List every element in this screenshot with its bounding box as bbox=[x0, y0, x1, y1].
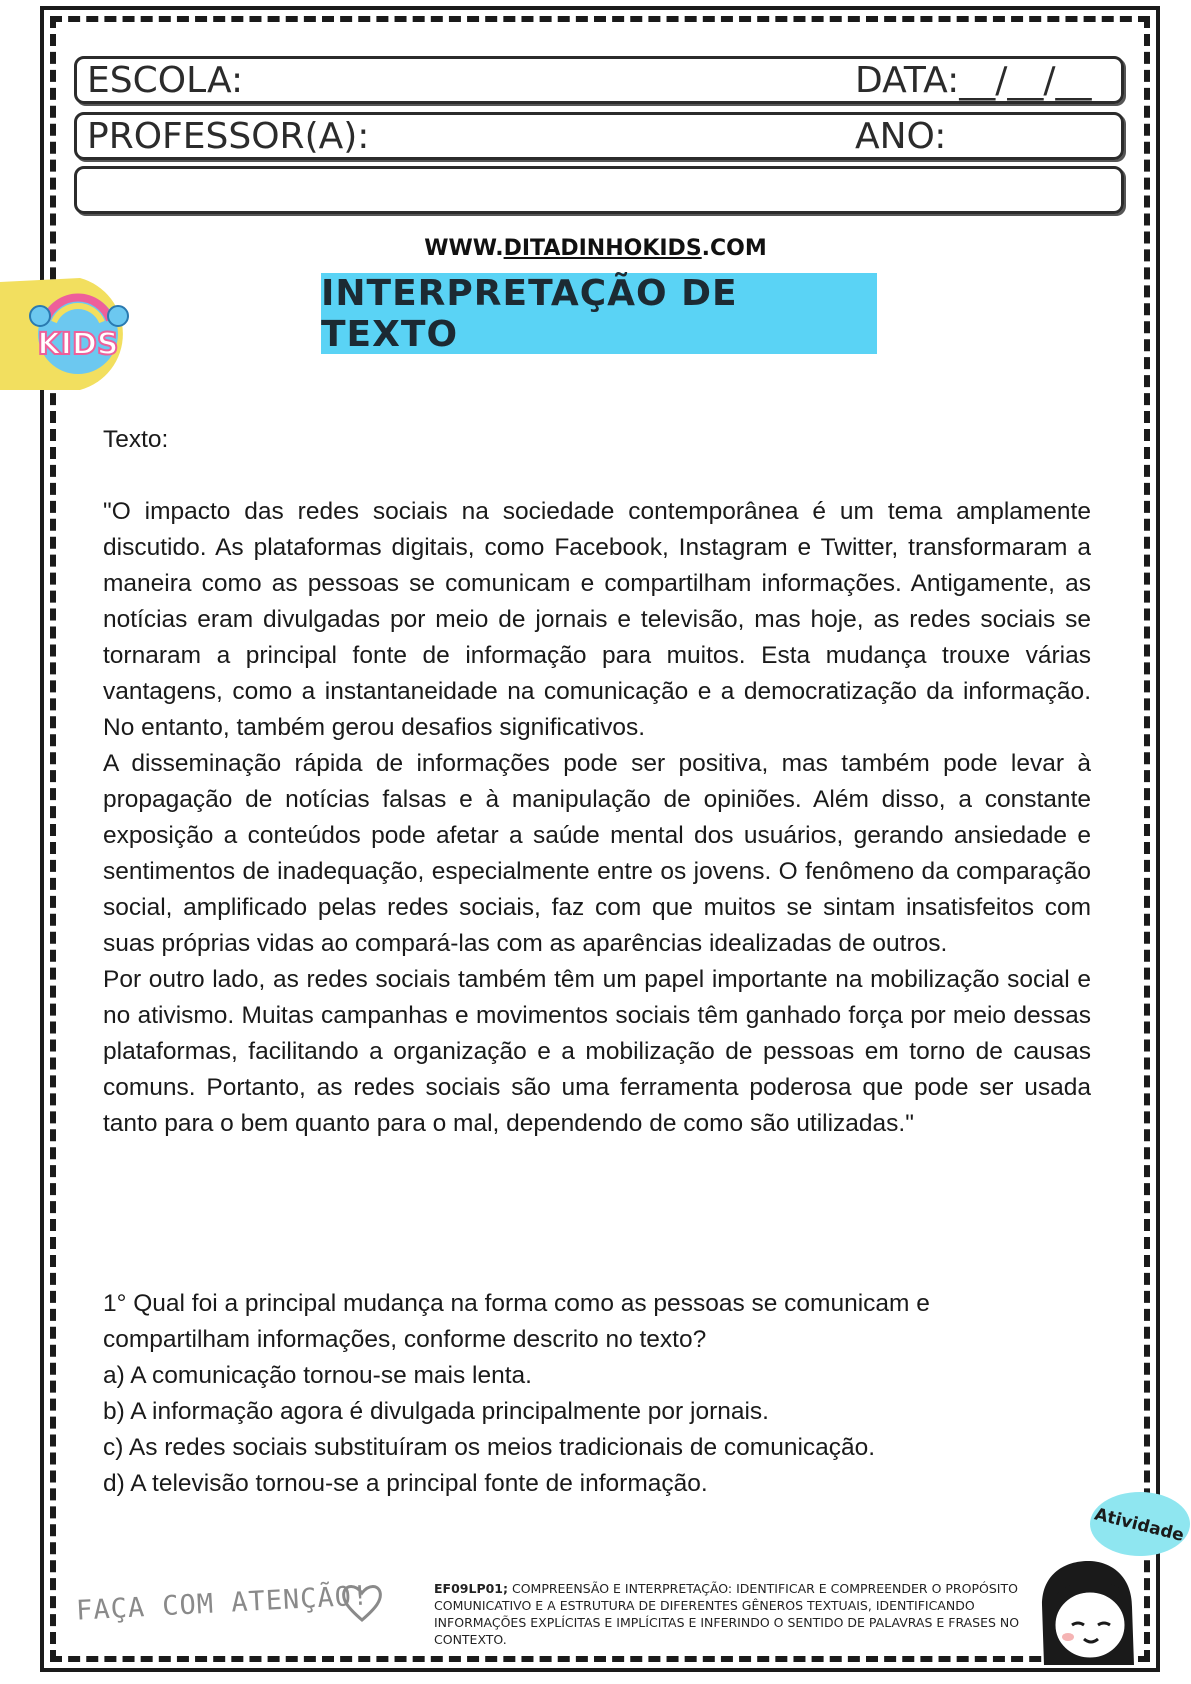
girl-illustration-icon bbox=[1036, 1555, 1136, 1665]
option-b: b) A informação agora é divulgada principalmente por jornais. bbox=[103, 1398, 769, 1425]
atividade-badge bbox=[1086, 1490, 1191, 1560]
kids-logo-text: KIDS bbox=[37, 327, 119, 362]
header-row-blank bbox=[74, 166, 1124, 214]
atividade-badge-text: Atividade bbox=[1092, 1504, 1186, 1546]
header-row-escola bbox=[74, 56, 1124, 104]
option-a: a) A comunicação tornou-se mais lenta. bbox=[103, 1362, 532, 1389]
header-row-professor bbox=[74, 112, 1124, 160]
question-1 bbox=[103, 1286, 1091, 1502]
site-url: WWW.DITADINHOKIDS.COM bbox=[424, 236, 767, 261]
page-title: INTERPRETAÇÃO DE TEXTO bbox=[321, 273, 877, 354]
paragraph-1: "O impacto das redes sociais na sociedade contemporânea é um tema amplamente discutido. As plataformas digitais, como Facebook, Instagram e Twitter, transformaram a maneira como as pessoas se comunicam e compartilham informações. Antigamente, as notícias eram divulgadas por meio de jornais e televisão, mas hoje, as redes sociais se tornaram a principal fonte de informação para muitos. Esta mudança trouxe várias vantagens, como a instantaneidade na comunicação e a democratização da informação. No entanto, também gerou desafios significativos. bbox=[103, 498, 1091, 741]
escola-label: ESCOLA: bbox=[87, 60, 244, 101]
ano-label: ANO: bbox=[855, 116, 947, 157]
question-text-line-1: 1° Qual foi a principal mudança na forma como as pessoas se comunicam e bbox=[103, 1290, 930, 1317]
heart-icon bbox=[340, 1580, 384, 1624]
bncc-skill: EF09LP01; COMPREENSÃO E INTERPRETAÇÃO: IDENTIFICAR E COMPREENDER O PROPÓSITO COMUNICATIVO E A ESTRUTURA DE DIFERENTES GÊNEROS TEXTUAIS, IDENTIFICANDO INFORMAÇÕES EXPLÍCITAS E IMPLÍCITAS E INFERINDO O SENTIDO DE PALAVRAS E FRASES NO CONTEXTO. bbox=[434, 1581, 1020, 1647]
question-text-line-2: compartilham informações, conforme descrito no texto? bbox=[103, 1326, 707, 1353]
kids-logo-icon bbox=[0, 272, 145, 392]
data-label: DATA:__/__/__ bbox=[855, 60, 1092, 101]
paragraph-2: A disseminação rápida de informações pode ser positiva, mas também pode levar à propagação de notícias falsas e à manipulação de opiniões. Além disso, a constante exposição a conteúdos pode afetar a saúde mental dos usuários, gerando ansiedade e sentimentos de inadequação, especialmente entre os jovens. O fenômeno da comparação social, amplificado pelas redes sociais, faz com que muitos se sintam insatisfeitos com suas próprias vidas ao compará-las com as aparências idealizadas de outros. bbox=[103, 750, 1091, 957]
option-c: c) As redes sociais substituíram os meios tradicionais de comunicação. bbox=[103, 1434, 876, 1461]
option-d: d) A televisão tornou-se a principal fonte de informação. bbox=[103, 1470, 708, 1497]
text-label: Texto: bbox=[103, 426, 169, 453]
professor-label: PROFESSOR(A): bbox=[87, 116, 370, 157]
text-body bbox=[103, 494, 1091, 1142]
paragraph-3: Por outro lado, as redes sociais também têm um papel importante na mobilização social e no ativismo. Muitas campanhas e movimentos sociais têm ganhado força por meio dessas plataformas, facilitando a organização e a mobilização de pessoas em torno de causas comuns. Portanto, as redes sociais são uma ferramenta poderosa que pode ser usada tanto para o bem quanto para o mal, dependendo de como são utilizadas." bbox=[103, 966, 1091, 1137]
faca-com-atencao: FAÇA COM ATENÇÃO! bbox=[75, 1580, 370, 1627]
